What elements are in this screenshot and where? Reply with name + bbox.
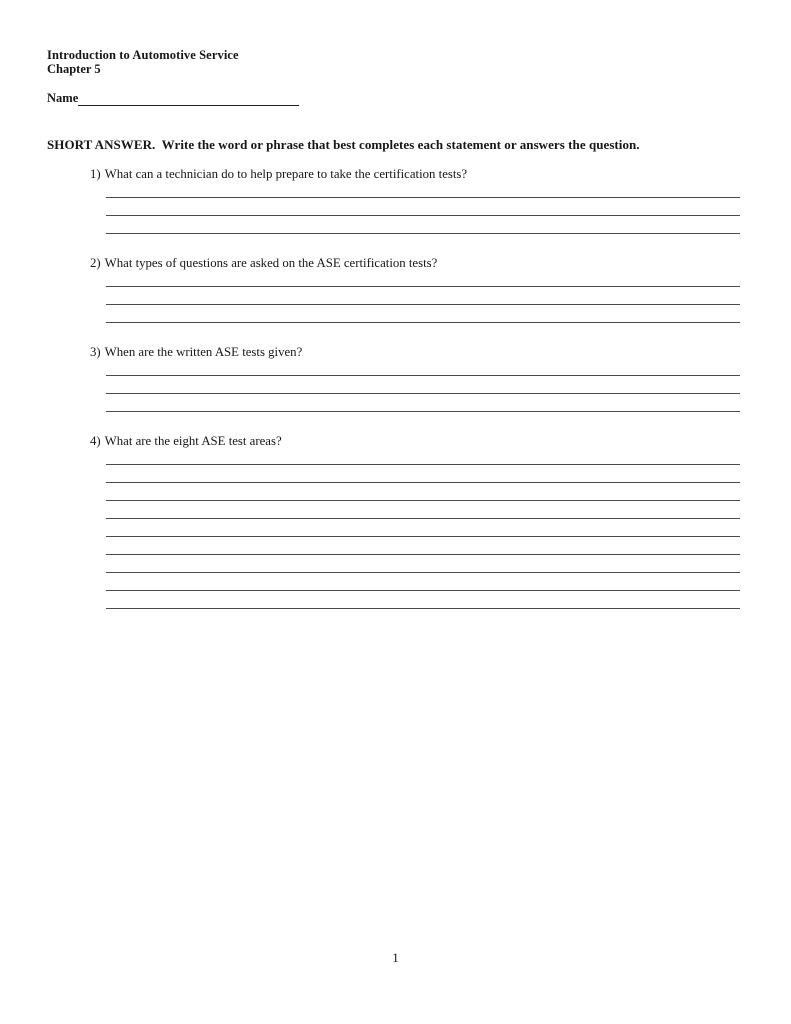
answer-line [106, 394, 740, 412]
name-row [47, 90, 740, 106]
name-blank-line [78, 91, 299, 106]
answer-lines [106, 361, 740, 412]
course-title: Introduction to Automotive Service [47, 48, 239, 62]
answer-line [106, 537, 740, 555]
question-text-row [90, 433, 740, 450]
question-text-row [90, 166, 740, 183]
answer-line [106, 376, 740, 394]
answer-line [106, 361, 740, 376]
question-number: 1) [90, 167, 101, 181]
answer-line [106, 183, 740, 198]
answer-lines [106, 450, 740, 609]
answer-line [106, 501, 740, 519]
question-text-row [90, 255, 740, 272]
answer-line [106, 573, 740, 591]
answer-line [106, 287, 740, 305]
question-text: What can a technician do to help prepare to take the certification tests? [104, 167, 468, 181]
question-number: 4) [90, 434, 101, 448]
answer-line [106, 272, 740, 287]
question-number: 2) [90, 256, 101, 270]
question-number: 3) [90, 345, 101, 359]
question-text: What are the eight ASE test areas? [104, 434, 282, 448]
answer-line [106, 555, 740, 573]
question-text-row [90, 344, 740, 361]
name-label: Name [47, 91, 79, 105]
answer-line [106, 591, 740, 609]
answer-line [106, 305, 740, 323]
answer-lines [106, 183, 740, 234]
question-text: When are the written ASE tests given? [104, 345, 303, 359]
answer-line [106, 216, 740, 234]
answer-line [106, 483, 740, 501]
chapter-label: Chapter 5 [47, 62, 101, 76]
instructions: SHORT ANSWER. Write the word or phrase that best completes each statement or answers the question. [47, 137, 640, 152]
answer-lines [106, 272, 740, 323]
question [90, 433, 740, 609]
question [90, 344, 740, 412]
answer-line [106, 198, 740, 216]
page-number: 1 [392, 950, 399, 965]
question-list [90, 166, 740, 609]
answer-line [106, 465, 740, 483]
answer-line [106, 519, 740, 537]
question [90, 255, 740, 323]
question [90, 166, 740, 234]
answer-line [106, 450, 740, 465]
question-text: What types of questions are asked on the ASE certification tests? [104, 256, 438, 270]
